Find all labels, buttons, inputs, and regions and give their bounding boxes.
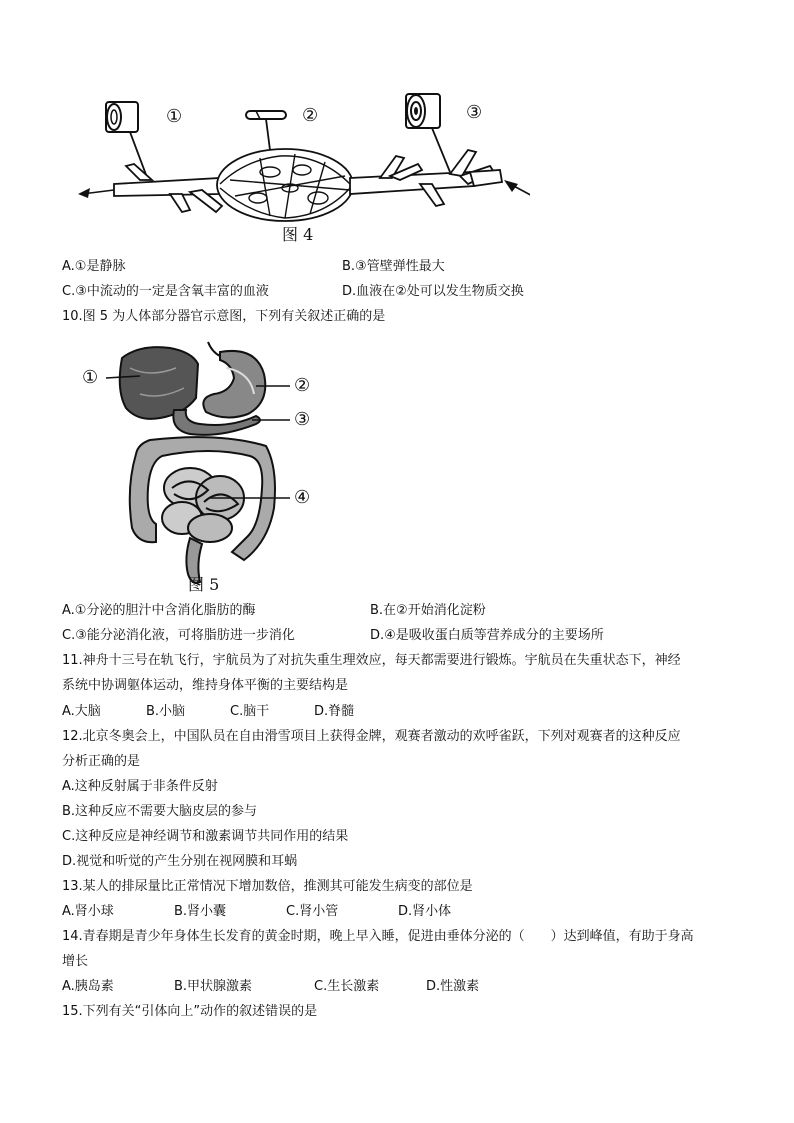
q11-option-a: A.大脑 <box>62 704 101 719</box>
q13-option-a: A.肾小球 <box>62 904 114 919</box>
q12-stem-line-2: 分析正确的是 <box>62 754 141 769</box>
q13-option-b: B.肾小囊 <box>174 904 227 919</box>
figure-5-marker-1: ① <box>82 367 99 388</box>
figure-4-marker-3: ③ <box>466 102 483 123</box>
figure-5-digestive-organs <box>80 338 340 598</box>
capillary-cross-section-icon <box>246 111 286 119</box>
q14-option-d: D.性激素 <box>426 979 480 994</box>
q10-option-a: A.①分泌的胆汁中含消化脂肪的酶 <box>62 603 256 618</box>
artery-cross-section-icon <box>406 94 440 128</box>
q12-option-b: B.这种反应不需要大脑皮层的参与 <box>62 804 258 819</box>
q13-option-d: D.肾小体 <box>398 904 452 919</box>
small-intestine-shape <box>162 468 244 542</box>
q9-option-a: A.①是静脉 <box>62 259 126 274</box>
q11-option-c: C.脑干 <box>230 704 270 719</box>
q11-option-d: D.脊髓 <box>314 704 355 719</box>
vessel-network <box>114 149 502 221</box>
q14-option-b: B.甲状腺激素 <box>174 979 253 994</box>
q10-stem: 10.图 5 为人体部分器官示意图，下列有关叙述正确的是 <box>62 309 386 324</box>
q9-option-d: D.血液在②处可以发生物质交换 <box>342 284 524 299</box>
stomach-shape <box>203 351 265 418</box>
figure-4-caption: 图 4 <box>282 225 314 244</box>
figure-4-marker-1: ① <box>166 106 183 127</box>
figure-4-marker-2: ② <box>302 105 319 126</box>
q9-option-c: C.③中流动的一定是含氧丰富的血液 <box>62 284 269 299</box>
q11-option-b: B.小脑 <box>146 704 186 719</box>
figure-5-marker-2: ② <box>294 375 311 396</box>
q14-stem-line-1: 14.青春期是青少年身体生长发育的黄金时期，晚上早入睡，促进由垂体分泌的（ ）达到峰值，有助于身高 <box>62 929 694 944</box>
q10-option-c: C.③能分泌消化液，可将脂肪进一步消化 <box>62 628 295 643</box>
q14-option-a: A.胰岛素 <box>62 979 114 994</box>
flow-in-arrow-icon <box>504 180 530 200</box>
q14-stem-line-2: 增长 <box>62 954 89 969</box>
q10-option-d: D.④是吸收蛋白质等营养成分的主要场所 <box>370 628 604 643</box>
figure-5-caption: 图 5 <box>188 575 220 594</box>
q14-option-c: C.生长激素 <box>314 979 380 994</box>
flow-out-arrow-icon <box>78 188 114 198</box>
liver-shape <box>120 347 198 419</box>
q13-option-c: C.肾小管 <box>286 904 339 919</box>
q12-option-d: D.视觉和听觉的产生分别在视网膜和耳蜗 <box>62 854 298 869</box>
q12-option-a: A.这种反射属于非条件反射 <box>62 779 218 794</box>
q11-stem-line-2: 系统中协调躯体运动，维持身体平衡的主要结构是 <box>62 678 349 693</box>
q9-option-b: B.③管壁弹性最大 <box>342 259 445 274</box>
q12-option-c: C.这种反应是神经调节和激素调节共同作用的结果 <box>62 829 349 844</box>
q15-stem: 15.下列有关“引体向上”动作的叙述错误的是 <box>62 1004 318 1019</box>
figure-5-marker-3: ③ <box>294 409 311 430</box>
q10-option-b: B.在②开始消化淀粉 <box>370 603 486 618</box>
q12-stem-line-1: 12.北京冬奥会上，中国队员在自由滑雪项目上获得金牌，观赛者激动的欢呼雀跃，下列对观赛者的这种反应 <box>62 729 681 744</box>
figure-5-marker-4: ④ <box>294 487 311 508</box>
q11-stem-line-1: 11.神舟十三号在轨飞行，宇航员为了对抗失重生理效应，每天都需要进行锻炼。宇航员在失重状态下，神经 <box>62 653 681 668</box>
vein-cross-section-icon <box>106 102 138 132</box>
q13-stem: 13.某人的排尿量比正常情况下增加数倍，推测其可能发生病变的部位是 <box>62 879 473 894</box>
